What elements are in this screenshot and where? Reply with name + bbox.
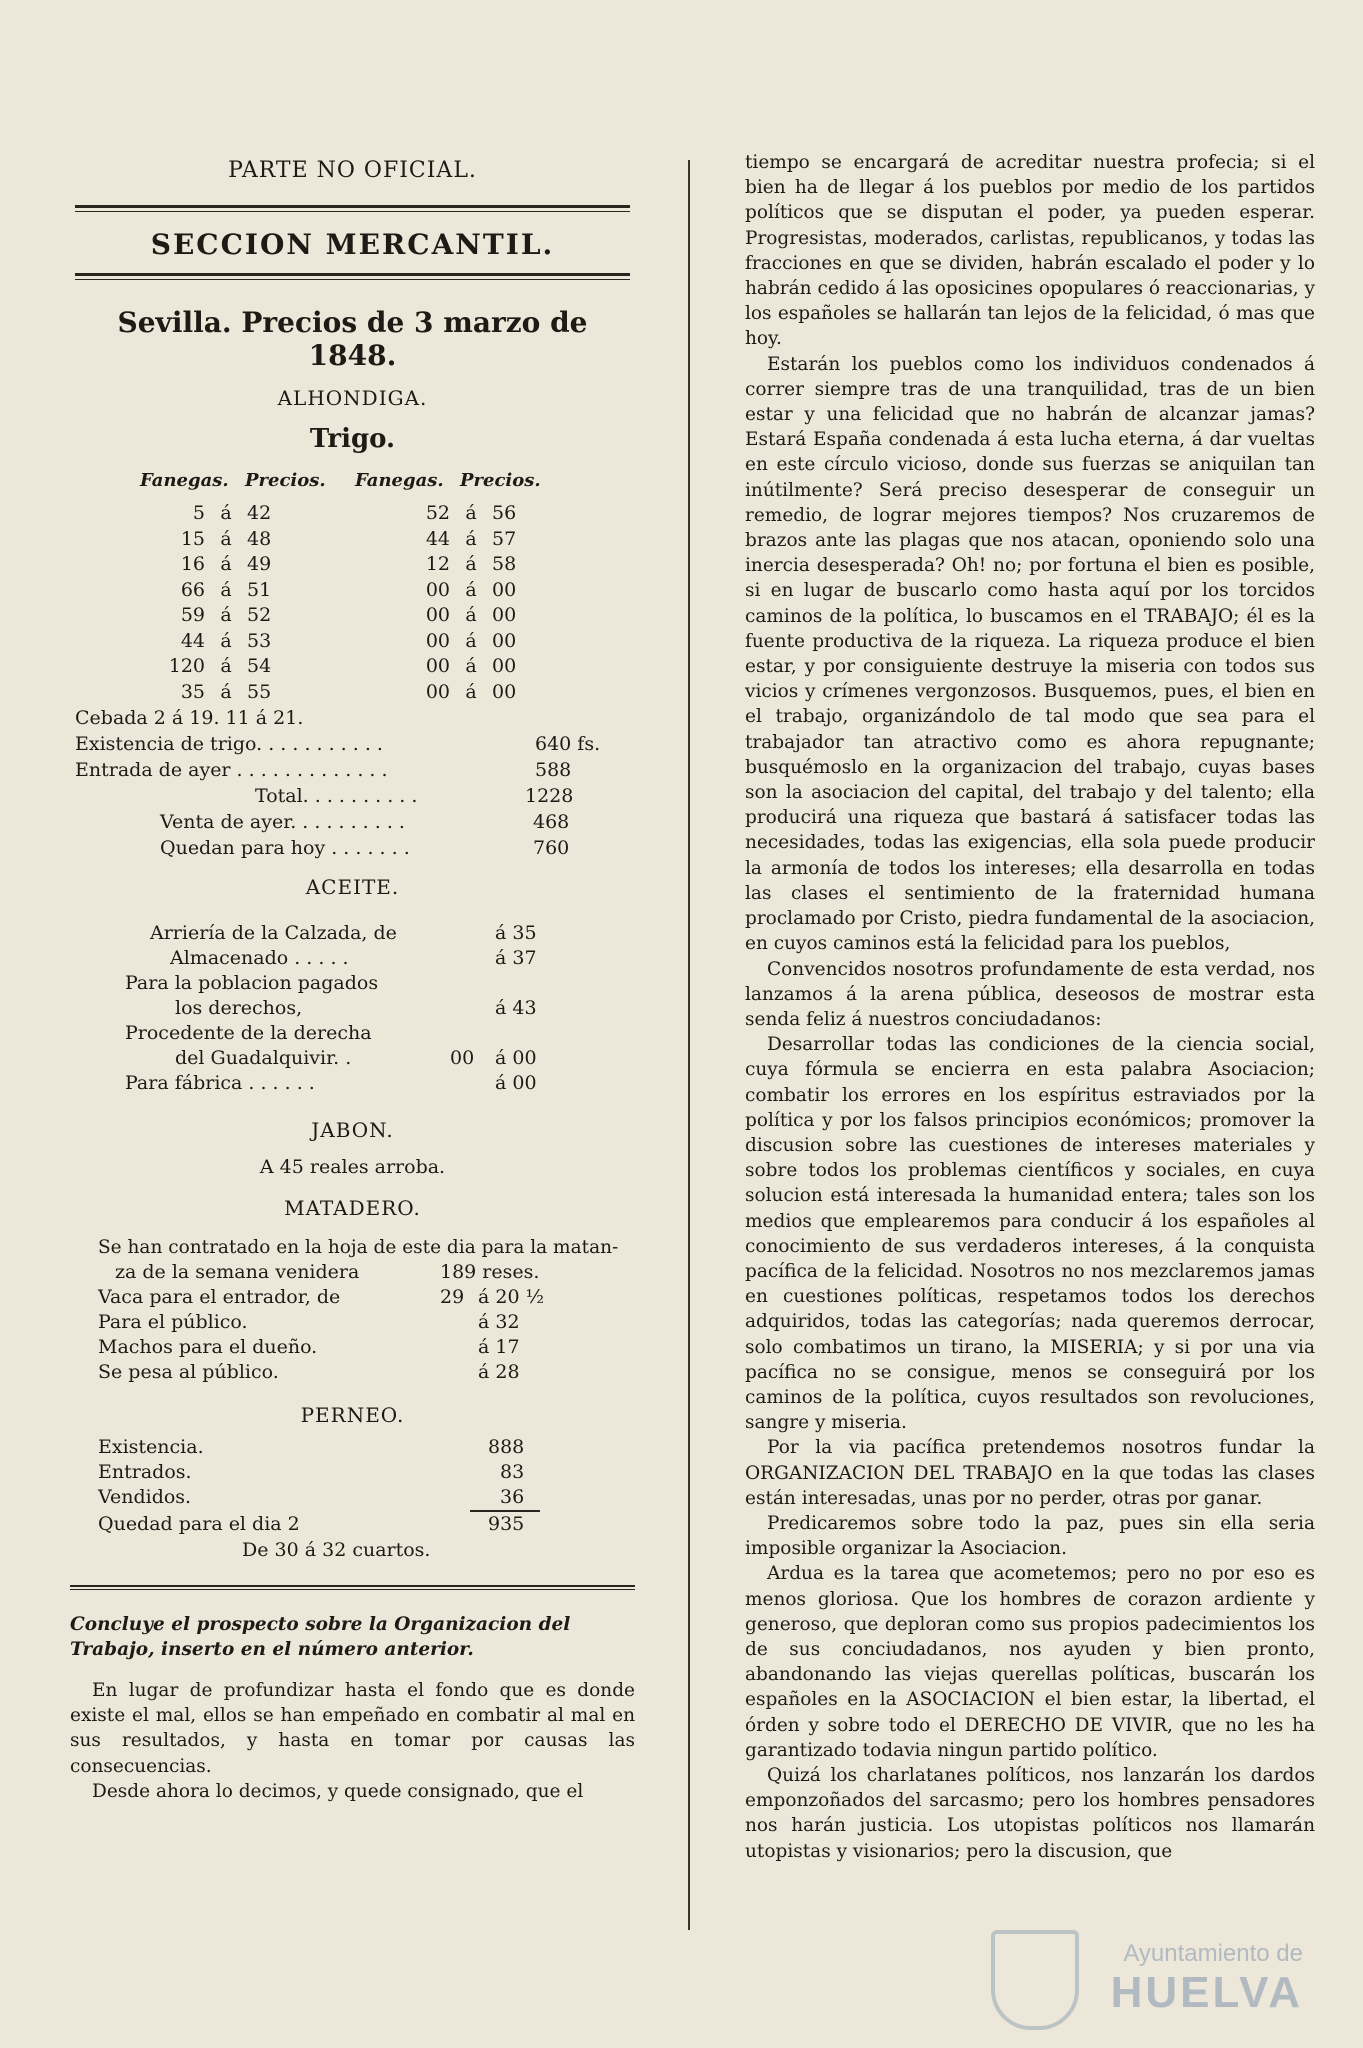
right-paragraph-6: Predicaremos sobre todo la paz, pues sin ella seria imposible organizar la Asociacion. [745, 1512, 1315, 1560]
right-column [745, 150, 1315, 1864]
list-item: Machos para el dueño. á 17 [98, 1336, 520, 1358]
seccion-heading: SECCION MERCANTIL. [150, 228, 555, 261]
right-paragraph-8: Quizá los charlatanes políticos, nos lanzarán los dardos emponzoñados del sarcasmo; pero los hombres pensadores nos harán justicia. Los utopistas políticos nos llamarán utopistas y visionarios; pero la discusion, que [745, 1765, 1315, 1862]
existencia-line: Existencia de trigo. . . . . . . . . . . 640 fs. [75, 733, 601, 755]
price-table-header [70, 470, 635, 491]
header-precios-2: Precios. [460, 470, 541, 491]
list-item: Entrados. 83 [98, 1461, 525, 1483]
entrada-line: Entrada de ayer . . . . . . . . . . . . . 588 [75, 759, 572, 781]
table-row: 120 á 54 00 á 00 [168, 655, 517, 677]
total-line: Total. . . . . . . . . . 1228 [255, 785, 574, 807]
aceite-list [70, 921, 635, 1096]
jabon-heading: JABON. [311, 1118, 394, 1142]
matadero-list [70, 1285, 635, 1385]
perneo-list [70, 1435, 635, 1537]
header-fanegas-2: Fanegas. [355, 470, 444, 491]
right-paragraph-3: Convencidos nosotros profundamente de esta verdad, nos lanzamos á la arena pública, deseosos de mostrar esta senda feliz á nuestros conciudadanos: [745, 958, 1315, 1030]
prospecto-intro: Concluye el prospecto sobre la Organizacion del Trabajo, inserto en el número anterior. [70, 1614, 571, 1660]
archive-watermark [1111, 1940, 1303, 2018]
alhondiga-heading: ALHONDIGA. [277, 386, 428, 410]
list-item: los derechos, á 43 [175, 997, 537, 1019]
jabon-text: A 45 reales arroba. [259, 1156, 446, 1178]
column-divider [688, 160, 690, 1930]
trigo-heading: Trigo. [309, 424, 396, 454]
table-row: 15 á 48 44 á 57 [180, 527, 517, 550]
aceite-heading: ACEITE. [305, 875, 400, 899]
matadero-intro: Se han contratado en la hoja de este dia para la matan- [98, 1237, 619, 1258]
table-row: 66 á 51 00 á 00 [180, 578, 517, 601]
right-paragraph-4: Desarrollar todas las condiciones de la ciencia social, cuya fórmula se encierra en esta palabra Asociacion; combatir los errores en los espíritus estraviados por la política y por los falsos principios económicos; promover la discusion sobre las cuestiones de intereses materiales y sobre todos los problemas científicos y sociales, en cuya solucion está interesada la humanidad entera; tales son los medios que emplearemos para conducir á los españoles al conocimiento de sus verdaderos intereses, á la conquista pacífica de la felicidad. Nosotros no nos mezclaremos jamas en cuestiones políticas, respetamos todos los derechos adquiridos, todas las categorías; nada queremos derrocar, solo combatimos un tirano, la MISERIA; y si por una via pacífica no se consigue, menos se conseguirá por los caminos de la política, cuyos resultados son revoluciones, sangre y miseria. [745, 1034, 1315, 1434]
right-paragraph-7: Ardua es la tarea que acometemos; pero no por eso es menos gloriosa. Que los hombres de corazon ardiente y generoso, que deploran como sus propios padecimientos los de sus conciudadanos, nos ayuden y bien pronto, abandonando las viejas querellas políticas, buscarán los españoles en la ASOCIACION el bien estar, la libertad, el órden y sobre todo el DERECHO DE VIVIR, que no les ha garantizado todavia ningun partido político. [745, 1563, 1315, 1761]
sevilla-heading: Sevilla. Precios de 3 marzo de 1848. [117, 306, 588, 372]
list-item: Para el público. á 32 [98, 1311, 520, 1333]
cebada-line: Cebada 2 á 19. 11 á 21. [75, 707, 304, 729]
header-fanegas-1: Fanegas. [140, 470, 229, 491]
table-row: 16 á 49 12 á 58 [180, 553, 517, 575]
header-precios-1: Precios. [245, 470, 326, 491]
table-row: 44 á 53 00 á 00 [180, 629, 517, 652]
list-item: Arriería de la Calzada, de á 35 [150, 922, 537, 944]
heading-rule-top [75, 205, 630, 212]
list-item: Almacenado . . . . . á 37 [170, 947, 537, 969]
right-paragraph-2: Estarán los pueblos como los individuos condenados á correr siempre tras de una tranquilidad, tras de un bien estar y una felicidad que no habrán de alcanzar jamas? Estará España condenada á esta lucha eterna, á dar vueltas en este círculo vicioso, donde sus fuerzas se aniquilan tan inútilmente? Será preciso desesperar de conseguir un remedio, de lograr mejores tiempos? Nos cruzaremos de brazos ante las plagas que nos atacan, oponiendo solo una inercia desesperada? Oh! no; por fortuna el bien es posible, si en lugar de buscarlo como hasta aquí por los torcidos caminos de la política, lo buscamos en el TRABAJO; él es la fuente productiva de la riqueza. La riqueza produce el bien estar, y por consiguiente destruye la miseria con todos sus vicios y crímenes vergonzosos. Busquemos, pues, el bien en el trabajo, organizándolo de tal modo que sea para el trabajador tan atractivo como es ahora repugnante; busquémoslo en la organizacion del trabajo, cuyas bases son la asociacion del capital, del trabajo y del talento; ella producirá una riqueza que bastará á satisfacer todas las necesidades, todas las exigencias, ella sola puede producir la armonía de todos los intereses; ella desarrolla en todas las clases el sentimiento de la fraternidad humana proclamado por Cristo, piedra fundamental de la asociacion, en cuyos caminos está la felicidad para los pueblos, [745, 353, 1315, 955]
right-paragraph-5: Por la via pacífica pretendemos nosotros fundar la ORGANIZACION DEL TRABAJO en la que todas las clases están interesadas, unas por no perder, otras por ganar. [745, 1437, 1315, 1509]
left-paragraph-2: Desde ahora lo decimos, y quede consignado, que el [92, 1780, 584, 1802]
list-item: Quedad para el dia 2 935 [98, 1513, 525, 1535]
table-row: 5 á 42 52 á 56 [192, 502, 517, 524]
right-paragraph-1: tiempo se encargará de acreditar nuestra profecia; si el bien ha de llegar á los pueblos por medio de los partidos políticos que se disputan el poder, ya pueden esperar. Progresistas, moderados, carlistas, republicanos, y todas las fracciones en que se dividen, habrán escalado el poder y lo habrán cedido á las oposicines opopulares ó reaccionarias, y los españoles se hallarán tan lejos de la felicidad, ó mas que hoy. [745, 152, 1315, 350]
matadero-line2: za de la semana venidera 189 reses. [115, 1261, 540, 1283]
list-item: Existencia. 888 [98, 1436, 525, 1458]
matadero-heading: MATADERO. [284, 1196, 421, 1220]
table-row: 35 á 55 00 á 00 [180, 680, 517, 703]
watermark-line-1: Ayuntamiento de [1123, 1940, 1303, 1967]
list-item: del Guadalquivir. . 00 á 00 [175, 1047, 537, 1069]
list-item: Procedente de la derecha [125, 1022, 372, 1044]
cuartos-line: De 30 á 32 cuartos. [242, 1539, 431, 1561]
section-divider [70, 1585, 635, 1590]
list-item: Vaca para el entrador, de 29 á 20 ½ [98, 1286, 544, 1308]
venta-line: Venta de ayer. . . . . . . . . . 468 [160, 811, 570, 833]
watermark-line-2: HUELVA [1110, 1968, 1303, 2017]
left-body-text [70, 1678, 635, 1804]
parte-heading: PARTE NO OFICIAL. [228, 158, 477, 183]
list-item: Se pesa al público. á 28 [98, 1361, 520, 1383]
perneo-heading: PERNEO. [300, 1403, 405, 1427]
heading-rule-bottom [75, 273, 630, 280]
list-item: Para la poblacion pagados [125, 972, 379, 994]
list-item: Para fábrica . . . . . . á 00 [125, 1072, 537, 1094]
price-table [70, 501, 635, 705]
list-item: Vendidos. 36 [98, 1486, 525, 1508]
left-paragraph-1: En lugar de profundizar hasta el fondo que es donde existe el mal, ellos se han empeñado en combatir al mal en sus resultados, y hasta en tomar por causas las consecuencias. [70, 1680, 635, 1777]
left-column [70, 150, 635, 1804]
quedan-line: Quedan para hoy . . . . . . . 760 [160, 837, 570, 859]
shield-icon [991, 1930, 1079, 2030]
table-row: 59 á 52 00 á 00 [180, 604, 517, 626]
